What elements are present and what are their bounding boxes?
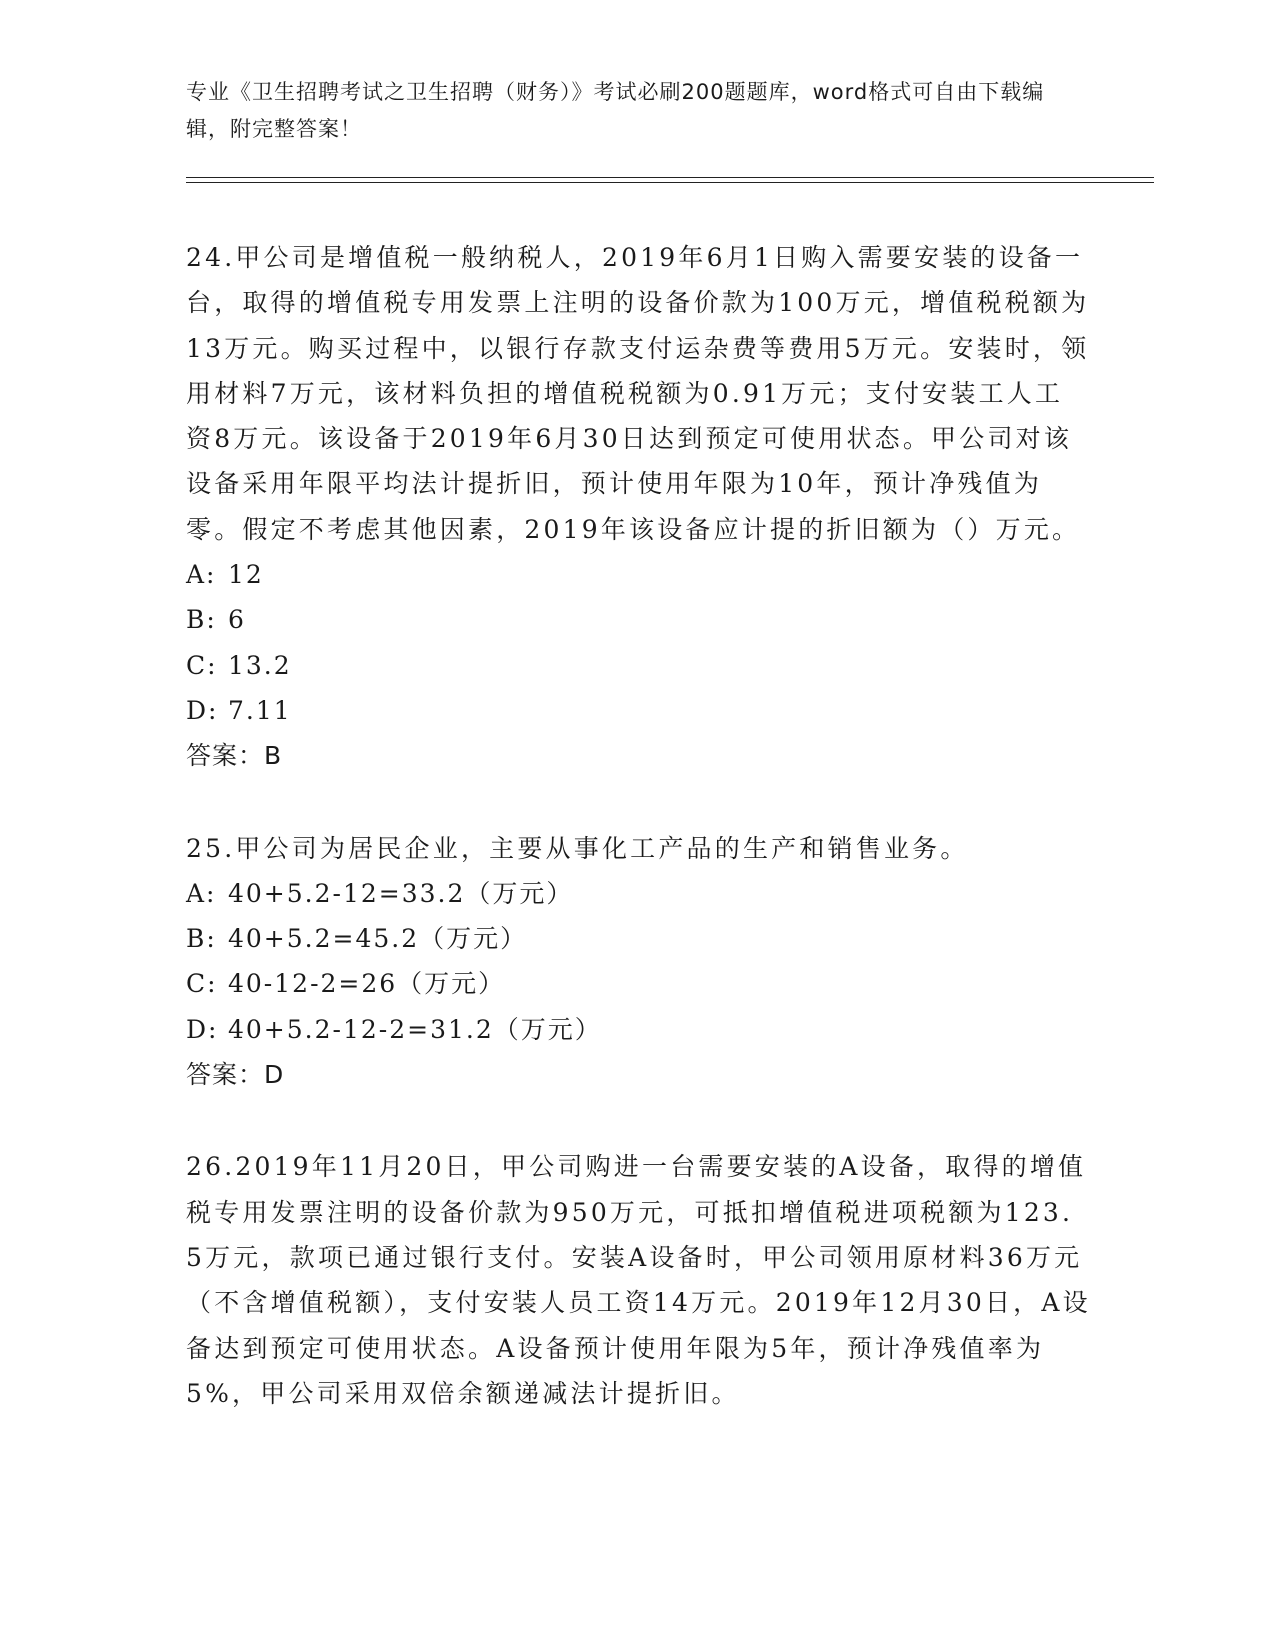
- option-key: D:: [186, 695, 219, 725]
- option-text: 40-12-2=26（万元）: [228, 969, 506, 999]
- option-text: 12: [228, 560, 264, 590]
- answer-line: 答案：D: [186, 1060, 285, 1090]
- option-text: 7.11: [228, 695, 292, 725]
- header-divider-top: [186, 177, 1154, 178]
- option-a: [186, 552, 1091, 597]
- option-d: [186, 688, 1091, 733]
- option-key: C:: [186, 650, 218, 680]
- option-key: A:: [186, 560, 217, 590]
- option-text: 6: [228, 605, 246, 635]
- option-text: 40+5.2=45.2（万元）: [228, 924, 528, 954]
- option-key: B:: [186, 605, 217, 635]
- option-text: 40+5.2-12=33.2（万元）: [228, 878, 574, 908]
- option-key: B:: [186, 924, 217, 954]
- option-c: [186, 643, 1091, 688]
- question-24: [186, 235, 1091, 779]
- option-text: 13.2: [228, 650, 292, 680]
- option-d: [186, 1007, 1091, 1052]
- document-header: 专业《卫生招聘考试之卫生招聘（财务）》考试必刷200题题库，word格式可自由下载编辑，附完整答案！: [186, 80, 1045, 141]
- question-stem: 24.甲公司是增值税一般纳税人，2019年6月1日购入需要安装的设备一台，取得的增值税专用发票上注明的设备价款为100万元，增值税税额为13万元。购买过程中，以银行存款支付运杂费等费用5万元。安装时，领用材料7万元，该材料负担的增值税税额为0.91万元；支付安装工人工资8万元。该设备于2019年6月30日达到预定可使用状态。甲公司对该设备采用年限平均法计提折旧，预计使用年限为10年，预计净残值为零。假定不考虑其他因素，2019年该设备应计提的折旧额为（）万元。: [186, 243, 1090, 544]
- question-stem: 25.甲公司为居民企业，主要从事化工产品的生产和销售业务。: [186, 833, 969, 863]
- question-list: [186, 235, 1091, 1463]
- option-key: D:: [186, 1014, 219, 1044]
- header-divider-bottom: [186, 182, 1154, 183]
- option-key: C:: [186, 969, 218, 999]
- option-a: [186, 871, 1091, 916]
- option-b: [186, 916, 1091, 961]
- question-stem: 26.2019年11月20日，甲公司购进一台需要安装的A设备，取得的增值税专用发票注明的设备价款为950万元，可抵扣增值税进项税额为123.5万元，款项已通过银行支付。安装A设备时，甲公司领用原材料36万元（不含增值税额），支付安装人员工资14万元。2019年12月30日，A设备达到预定可使用状态。A设备预计使用年限为5年，预计净残值率为5%，甲公司采用双倍余额递减法计提折旧。: [186, 1152, 1091, 1408]
- option-b: [186, 597, 1091, 642]
- option-c: [186, 961, 1091, 1006]
- question-25: [186, 826, 1091, 1098]
- option-key: A:: [186, 878, 217, 908]
- question-26: [186, 1144, 1091, 1416]
- option-text: 40+5.2-12-2=31.2（万元）: [228, 1014, 602, 1044]
- answer-line: 答案：B: [186, 741, 283, 771]
